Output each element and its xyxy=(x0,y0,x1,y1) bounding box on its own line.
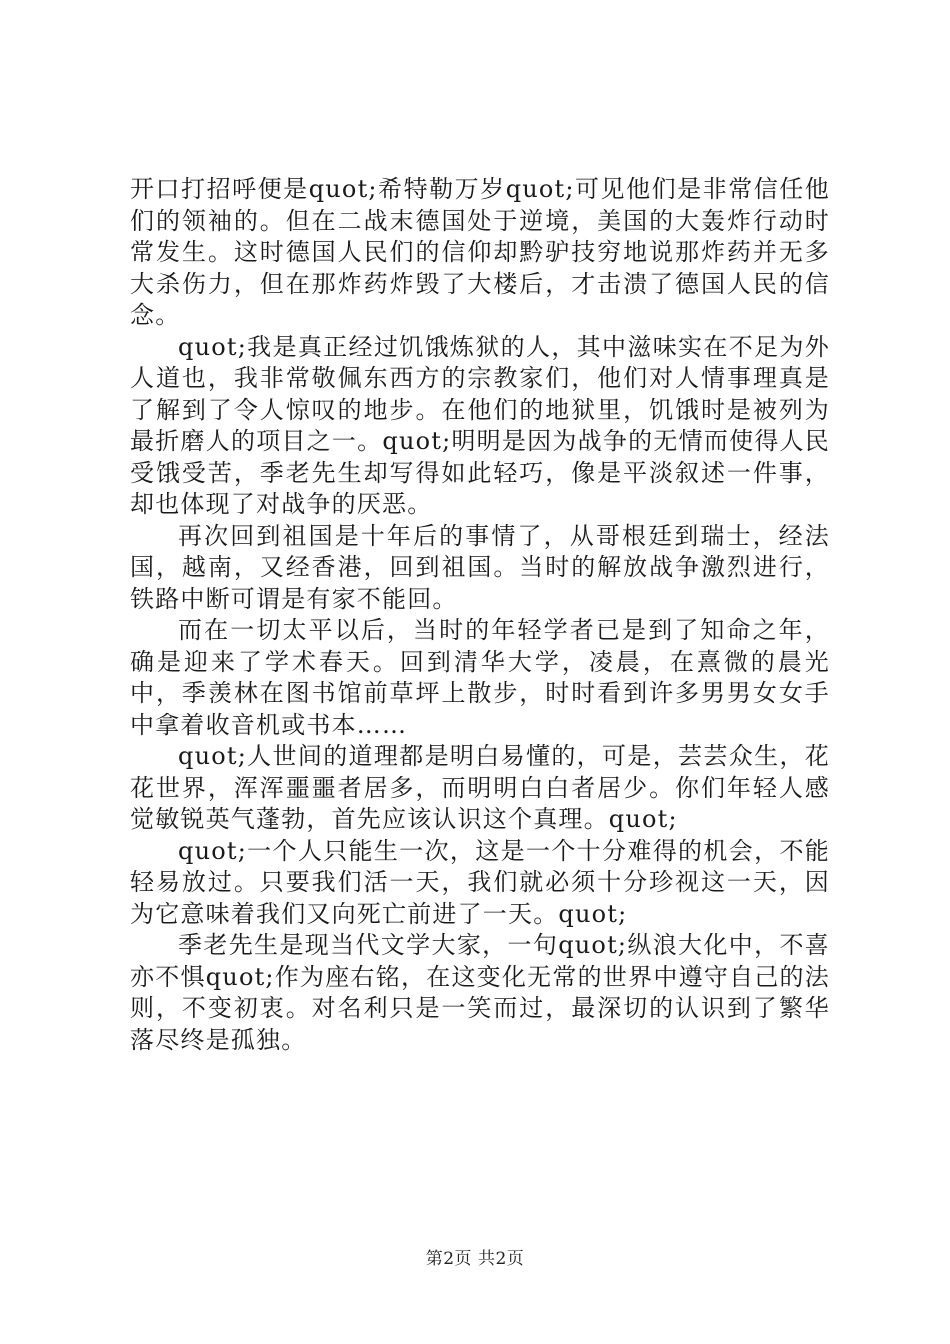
paragraph-1: 开口打招呼便是quot;希特勒万岁quot;可见他们是非常信任他们的领袖的。但在二战末德国处于逆境，美国的大轰炸行动时常发生。这时德国人民们的信仰却黔驴技穷地说那炸药并无多大杀伤力，但在那炸药炸毁了大楼后，才击溃了德国人民的信念。 xyxy=(130,175,830,329)
paragraph-4: 而在一切太平以后，当时的年轻学者已是到了知命之年，确是迎来了学术春天。回到清华大学，凌晨，在熹微的晨光中，季羡林在图书馆前草坪上散步，时时看到许多男男女女手中拿着收音机或书本…… xyxy=(130,616,830,739)
paragraph-3: 再次回到祖国是十年后的事情了，从哥根廷到瑞士，经法国，越南，又经香港，回到祖国。当时的解放战争激烈进行，铁路中断可谓是有家不能回。 xyxy=(130,521,830,613)
paragraph-2: quot;我是真正经过饥饿炼狱的人，其中滋味实在不足为外人道也，我非常敬佩东西方的宗教家们，他们对人情事理真是了解到了令人惊叹的地步。在他们的地狱里，饥饿时是被列为最折磨人的项目之一。quot;明明是因为战争的无情而使得人民受饿受苦，季老先生却写得如此轻巧，像是平淡叙述一件事，却也体现了对战争的厌恶。 xyxy=(130,332,830,518)
paragraph-7: 季老先生是现当代文学大家，一句quot;纵浪大化中，不喜亦不惧quot;作为座右铭，在这变化无常的世界中遵守自己的法则，不变初衷。对名利只是一笑而过，最深切的认识到了繁华落尽终是孤独。 xyxy=(130,931,830,1054)
document-body xyxy=(130,174,830,1056)
paragraph-5: quot;人世间的道理都是明白易懂的，可是，芸芸众生，花花世界，浑浑噩噩者居多，而明明白白者居少。你们年轻人感觉敏锐英气蓬勃，首先应该认识这个真理。quot; xyxy=(130,742,830,833)
page-number-footer: 第2页 共2页 xyxy=(425,1249,525,1269)
paragraph-6: quot;一个人只能生一次，这是一个十分难得的机会，不能轻易放过。只要我们活一天，我们就必须十分珍视这一天，因为它意味着我们又向死亡前进了一天。quot; xyxy=(130,836,830,928)
